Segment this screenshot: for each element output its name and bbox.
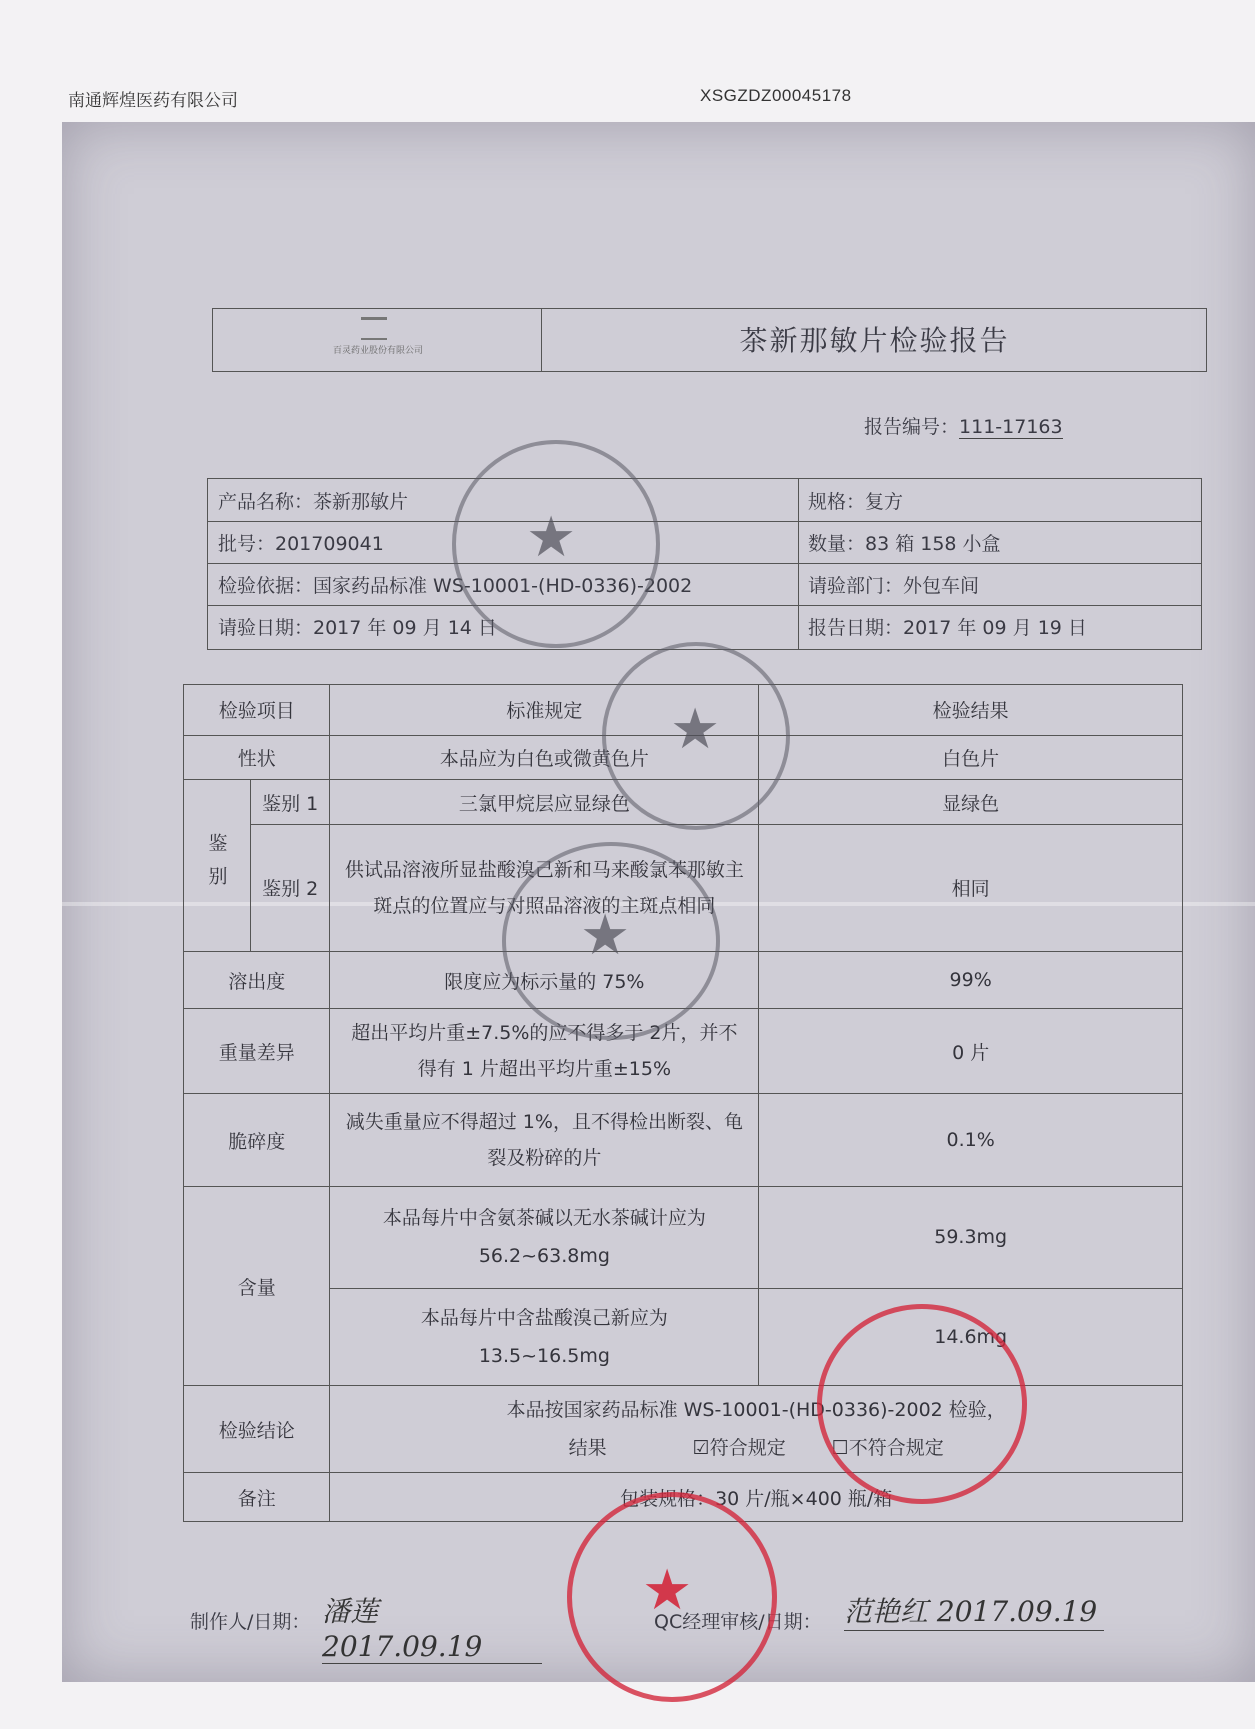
table-row — [184, 1187, 1183, 1289]
item-label: 检验结论 — [184, 1386, 330, 1473]
standard-text: 本品每片中含盐酸溴己新应为 13.5~16.5mg — [330, 1288, 759, 1385]
table-row — [184, 780, 1183, 824]
conforms-checkbox: ☑符合规定 — [692, 1437, 786, 1460]
result-text: 14.6mg — [759, 1288, 1183, 1385]
result-text: 相同 — [759, 824, 1183, 951]
item-label: 溶出度 — [184, 951, 330, 1008]
star-icon: ★ — [642, 1558, 693, 1623]
item-label: 重量差异 — [184, 1009, 330, 1094]
header-standard: 标准规定 — [330, 685, 759, 736]
standard-text: 本品应为白色或微黄色片 — [330, 735, 759, 779]
report-date: 报告日期：2017 年 09 月 19 日 — [808, 617, 1087, 639]
results-table — [183, 684, 1183, 1522]
standard-text: 供试品溶液所显盐酸溴己新和马来酸氯苯那敏主斑点的位置应与对照品溶液的主斑点相同 — [330, 824, 759, 951]
star-icon: ★ — [580, 903, 631, 968]
table-row — [184, 735, 1183, 779]
report-header-box — [212, 308, 1207, 372]
quantity: 数量：83 箱 158 小盒 — [808, 533, 1001, 555]
conclusion-cell — [330, 1386, 1183, 1473]
standard-text: 超出平均片重±7.5%的应不得多于 2片，并不得有 1 片超出平均片重±15% — [330, 1009, 759, 1094]
request-department: 请验部门：外包车间 — [808, 575, 980, 597]
info-row-line-2 — [208, 563, 1201, 564]
result-text: 59.3mg — [759, 1187, 1183, 1289]
item-label: 脆碎度 — [184, 1093, 330, 1186]
item-group-label: 鉴别 — [184, 780, 251, 952]
star-icon: ★ — [670, 697, 721, 762]
header-item: 检验项目 — [184, 685, 330, 736]
info-row-line-3 — [208, 605, 1201, 606]
result-text: 0 片 — [759, 1009, 1183, 1094]
test-basis: 检验依据：国家药品标准 WS-10001-(HD-0336)-2002 — [218, 575, 693, 597]
request-date: 请验日期：2017 年 09 月 14 日 — [218, 617, 497, 639]
result-text: 0.1% — [759, 1093, 1183, 1186]
report-number-label — [864, 412, 1063, 439]
standard-text: 限度应为标示量的 75% — [330, 951, 759, 1008]
batch-number: 批号：201709041 — [218, 533, 384, 555]
item-label: 备注 — [184, 1473, 330, 1522]
item-label: 性状 — [184, 735, 330, 779]
table-row — [184, 1009, 1183, 1094]
standard-text: 减失重量应不得超过 1%，且不得检出断裂、龟裂及粉碎的片 — [330, 1093, 759, 1186]
info-row-line-1 — [208, 521, 1201, 522]
item-label: 鉴别 2 — [251, 824, 330, 951]
standard-text: 本品每片中含氨茶碱以无水茶碱计应为 56.2~63.8mg — [330, 1187, 759, 1289]
info-divider — [798, 479, 799, 649]
maker-signature: 潘莲 2017.09.19 — [322, 1590, 542, 1664]
result-text: 白色片 — [759, 735, 1183, 779]
table-row — [184, 1473, 1183, 1522]
table-header-row — [184, 685, 1183, 736]
star-icon: ★ — [526, 505, 577, 570]
result-text: 99% — [759, 951, 1183, 1008]
conclusion-result-label: 结果 — [568, 1437, 607, 1460]
info-box — [207, 478, 1202, 650]
table-row — [184, 1386, 1183, 1473]
standard-text: 三氯甲烷层应显绿色 — [330, 780, 759, 824]
qc-manager-label: QC经理审核/日期： — [654, 1611, 822, 1633]
item-label: 鉴别 1 — [251, 780, 330, 824]
remark-text: 包装规格：30 片/瓶×400 瓶/箱 — [330, 1473, 1183, 1522]
qc-manager-signature: 范艳红 2017.09.19 — [844, 1590, 1104, 1631]
spec: 规格：复方 — [808, 491, 904, 513]
logo-icon — [361, 317, 387, 340]
report-sheet — [62, 122, 1255, 1682]
table-row — [184, 1093, 1183, 1186]
conclusion-result-line — [336, 1429, 1176, 1467]
report-number: 111-17163 — [959, 416, 1063, 438]
report-title: 茶新那敏片检验报告 — [739, 324, 1010, 357]
maker-label: 制作人/日期： — [190, 1611, 311, 1633]
quality-management-seal — [567, 1492, 777, 1702]
conclusion-line: 本品按国家药品标准 WS-10001-(HD-0336)-2002 检验， — [506, 1399, 1006, 1422]
header-result: 检验结果 — [759, 685, 1183, 736]
table-row — [184, 1288, 1183, 1385]
table-row — [184, 951, 1183, 1008]
table-row — [184, 824, 1183, 951]
logo-cell — [213, 309, 542, 371]
result-text: 显绿色 — [759, 780, 1183, 824]
company-name: 南通辉煌医药有限公司 — [68, 91, 238, 111]
product-name: 产品名称：茶新那敏片 — [218, 491, 409, 513]
report-number-caption: 报告编号： — [864, 416, 960, 438]
item-label: 含量 — [184, 1187, 330, 1386]
nonconforms-checkbox: ☐不符合规定 — [831, 1437, 944, 1460]
logo-text: 百灵药业股份有限公司 — [332, 346, 423, 356]
document-number: XSGZDZ00045178 — [700, 86, 852, 105]
